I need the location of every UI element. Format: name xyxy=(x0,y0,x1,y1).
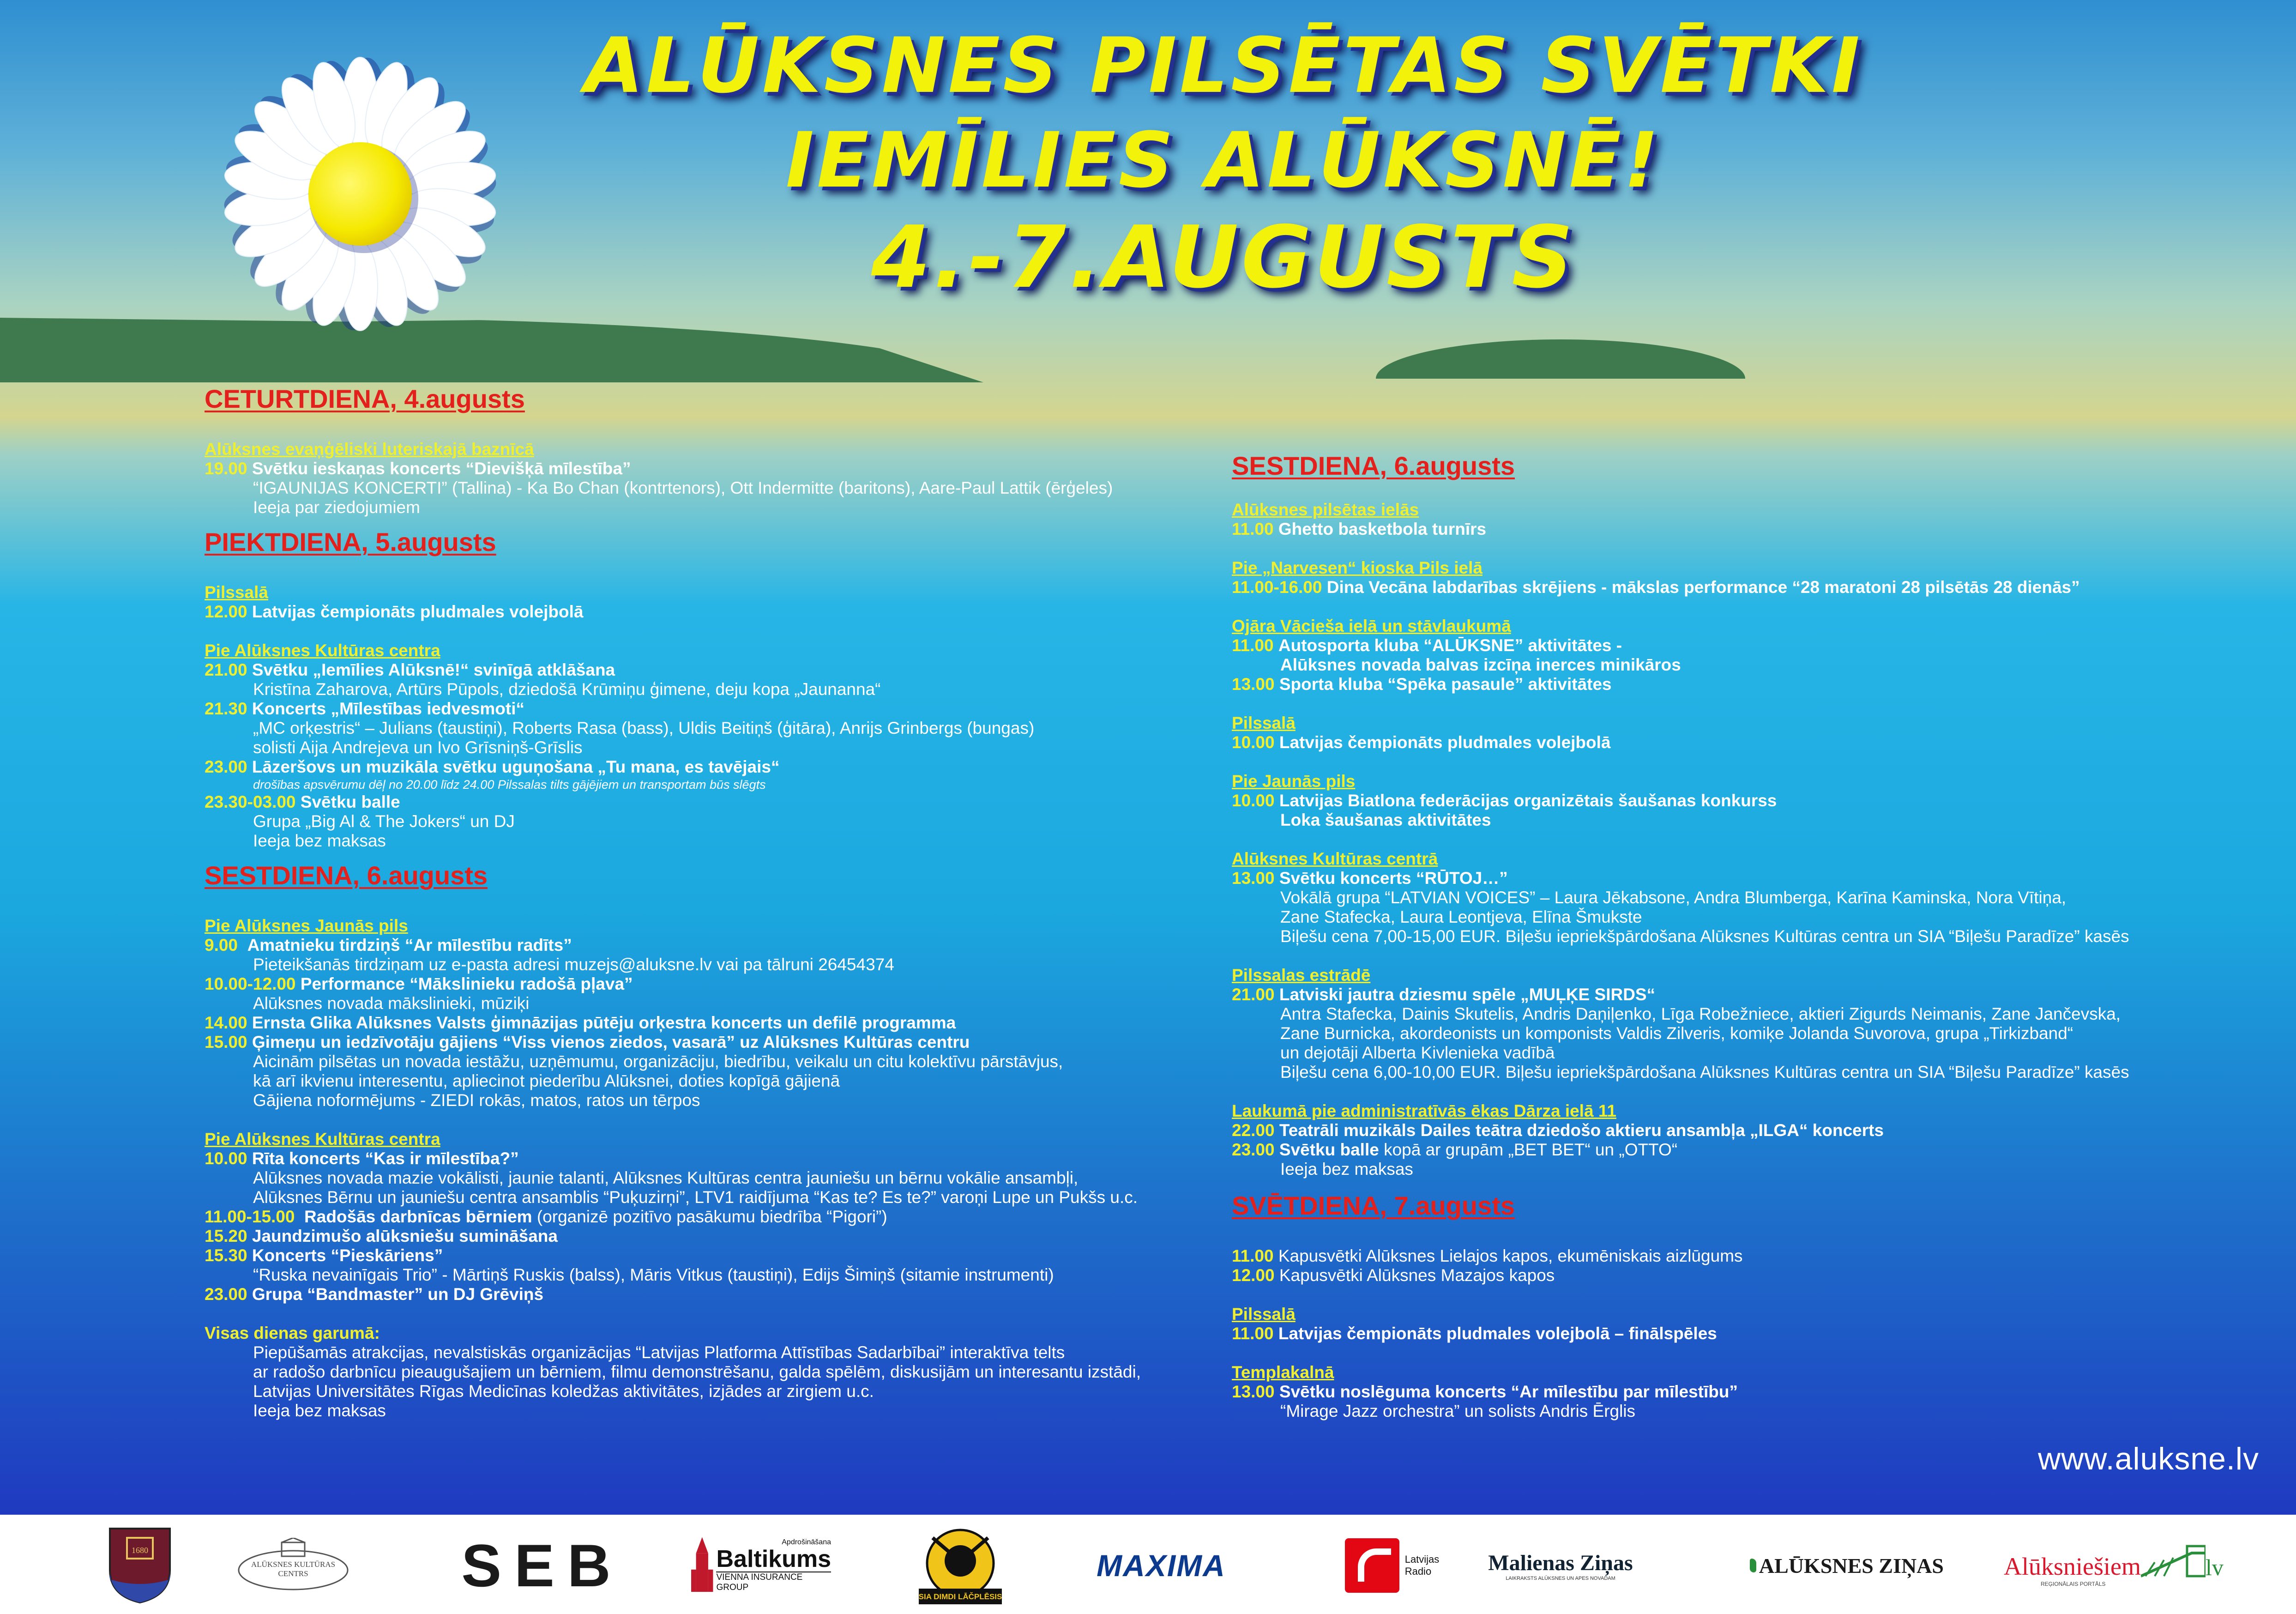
location-heading: Alūksnes Kultūras centrā xyxy=(1232,849,1438,868)
event-time: 11.00 xyxy=(1232,520,1274,538)
title-line-1: ALŪKSNES PILSĒTAS SVĒTKI xyxy=(584,21,1863,110)
event-title: Jaundzimušo alūksniešu sumināšana xyxy=(252,1227,558,1245)
event-detail: Biļešu cena 6,00-10,00 EUR. Biļešu iepriekšpārdošana Alūksnes Kultūras centra un SIA “Biļešu Paradīze” kasēs xyxy=(1280,1063,2129,1082)
event-detail: Gājiena noformējums - ZIEDI rokās, matos, ratos un tērpos xyxy=(253,1091,700,1110)
event-title: Ghetto basketbola turnīrs xyxy=(1278,520,1487,538)
event-note: kopā ar grupām „BET BET“ un „OTTO“ xyxy=(1379,1140,1678,1159)
event-title: Svētku balle xyxy=(1279,1140,1379,1159)
latvijas-radio-logo xyxy=(1332,1529,1452,1602)
event-line xyxy=(1232,1246,2271,1266)
event-line xyxy=(205,792,1220,812)
event-title: Grupa “Bandmaster” un DJ Grēviņš xyxy=(252,1285,544,1304)
event-title: Latviski jautra dziesmu spēle „MUĻĶE SIRDS“ xyxy=(1279,985,1656,1004)
event-time: 22.00 xyxy=(1232,1121,1275,1140)
event-time: 23.00 xyxy=(205,1285,247,1304)
location-heading: Alūksnes evaņģēliski luteriskajā baznīcā xyxy=(205,440,534,459)
lacplesis-text: SIA DIMDI LĀČPLĒSIS xyxy=(918,1592,1002,1601)
coat-of-arms-icon xyxy=(108,1526,172,1605)
event-time: 11.00-16.00 xyxy=(1232,578,1322,597)
event-detail: Ieeja bez maksas xyxy=(253,1401,386,1420)
website-link[interactable]: www.aluksne.lv xyxy=(2038,1441,2259,1476)
event-time: 13.00 xyxy=(1232,675,1275,694)
location-heading: Pie Alūksnes Jaunās pils xyxy=(205,916,408,935)
event-detail: Zane Stafecka, Laura Leontjeva, Elīna Šmukste xyxy=(1280,907,1642,926)
event-line xyxy=(205,1207,1220,1227)
event-time: 21.00 xyxy=(205,660,247,679)
event-line xyxy=(205,1246,1220,1265)
event-detail: Ieeja bez maksas xyxy=(253,831,386,850)
day-heading-sunday: SVĒTDIENA, 7.augusts xyxy=(1232,1191,1515,1220)
malienas-text: Malienas Ziņas xyxy=(1488,1550,1633,1575)
location-heading: Alūksnes pilsētas ielās xyxy=(1232,500,1419,519)
aluksnes-zinas-text: ALŪKSNES ZIŅAS xyxy=(1759,1554,1944,1578)
event-line xyxy=(1232,733,2271,752)
event-line xyxy=(1232,578,2271,597)
lacplesis-logo xyxy=(907,1529,1013,1602)
event-time: 19.00 xyxy=(205,459,247,478)
maxima-text: MAXIMA xyxy=(1097,1548,1226,1583)
event-line xyxy=(1232,1121,2271,1140)
malienas-zinas-logo xyxy=(1484,1529,1637,1602)
event-detail: kā arī ikvienu interesentu, apliecinot piederību Alūksnei, doties kopīgā gājienā xyxy=(253,1071,840,1090)
event-time: 23.00 xyxy=(205,757,247,776)
event-detail: Zane Burnicka, akordeonists un komponists Valdis Zilveris, komiķe Jolanda Suvorova, grupa „Tirkizband“ xyxy=(1280,1024,2073,1043)
event-detail: Alūksnes novada mazie vokālisti, jaunie talanti, Alūksnes Kultūras centra jauniešu un bērnu vokālie ansambļi, xyxy=(253,1168,1079,1187)
event-title: Kapusvētki Alūksnes Lielajos kapos, ekumēniskais aizlūgums xyxy=(1278,1246,1743,1265)
aluksnes-zinas-logo xyxy=(1750,1529,1944,1602)
day-heading-thursday: CETURTDIENA, 4.augusts xyxy=(205,384,525,413)
aluksniesiem-logo xyxy=(2004,1529,2253,1602)
sponsor-footer xyxy=(0,1515,2296,1614)
event-line xyxy=(205,660,1220,680)
event-title: Performance “Mākslinieku radošā pļava” xyxy=(300,974,633,993)
event-time: 21.30 xyxy=(205,699,247,718)
event-detail: “Ruska nevainīgais Trio” - Mārtiņš Ruskis (balss), Māris Vitkus (taustiņi), Edijs Šimiņš (sitamie instrumenti) xyxy=(253,1265,1054,1284)
tower-icon xyxy=(688,1533,716,1598)
location-heading: Templakalnā xyxy=(1232,1363,1334,1382)
map-icon xyxy=(1750,1559,1756,1572)
event-detail: Antra Stafecka, Dainis Skutelis, Andris Daņiļenko, Līga Robežniece, aktieri Zigurds Neimanis, Zane Jančevska, xyxy=(1280,1004,2121,1023)
event-line xyxy=(1232,1324,2271,1343)
event-detail: Alūksnes novada balvas izcīņa inerces minikāros xyxy=(1280,655,1681,674)
event-detail: Piepūšamās atrakcijas, nevalstiskās organizācijas “Latvijas Platforma Attīstības Sadarbībai” interaktīva telts xyxy=(253,1343,1065,1362)
baltikums-sub: VIENNA INSURANCE GROUP xyxy=(716,1572,831,1593)
location-heading: Pilssalā xyxy=(1232,713,1296,732)
location-heading: Laukumā pie administratīvās ēkas Dārza ielā 11 xyxy=(1232,1101,1616,1120)
maxima-logo xyxy=(1087,1529,1235,1602)
event-title: Svētku ieskaņas koncerts “Dievišķā mīlestība” xyxy=(252,459,631,478)
event-detail: Pieteikšanās tirdziņam uz e-pasta adresi muzejs@aluksne.lv vai pa tālruni 26454374 xyxy=(253,955,894,974)
event-title: Dina Vecāna labdarības skrējiens - mākslas performance “28 maratoni 28 pilsētās 28 dienās” xyxy=(1326,578,2080,597)
event-detail: Alūksnes novada mākslinieki, mūziķi xyxy=(253,994,530,1013)
coat-year: 1680 xyxy=(132,1546,148,1555)
event-title: Ģimeņu un iedzīvotāju gājiens “Viss vienos ziedos, vasarā” uz Alūksnes Kultūras centru xyxy=(252,1033,970,1052)
baltikums-logo xyxy=(688,1529,831,1602)
event-title: Svētku noslēguma koncerts “Ar mīlestību par mīlestību” xyxy=(1279,1382,1738,1401)
location-heading: Pie „Narvesen“ kioska Pils ielā xyxy=(1232,558,1482,577)
event-time: 10.00-12.00 xyxy=(205,974,296,993)
event-detail: Alūksnes Bērnu un jauniešu centra ansamblis “Puķuzirņi”, LTV1 raidījuma “Kas te? Es te?” varoņi Lupe un Pukšs u.c. xyxy=(253,1188,1138,1207)
location-heading: Pilssalas estrādē xyxy=(1232,966,1371,985)
radio-line-2: Radio xyxy=(1404,1566,1432,1577)
event-time: 10.00 xyxy=(1232,733,1275,752)
malienas-sub: LAIKRAKSTS ALŪKSNES UN APES NOVADAM xyxy=(1506,1575,1615,1581)
event-time: 13.00 xyxy=(1232,869,1275,888)
location-heading: Ojāra Vācieša ielā un stāvlaukumā xyxy=(1232,617,1511,635)
event-time: 14.00 xyxy=(205,1013,247,1032)
seb-text: SEB xyxy=(461,1532,624,1599)
event-title: Autosporta kluba “ALŪKSNE” aktivitātes - xyxy=(1278,636,1622,655)
event-time: 15.20 xyxy=(205,1227,247,1245)
event-detail: solisti Aija Andrejeva un Ivo Grīsniņš-Grīslis xyxy=(253,738,583,757)
event-title: Svētku balle xyxy=(300,792,400,811)
event-line xyxy=(205,1013,1220,1033)
event-detail: “IGAUNIJAS KONCERTI” (Tallina) - Ka Bo Chan (kontrtenors), Ott Indermitte (baritons), Aare-Paul Lattik (ērģeles) xyxy=(253,478,1113,497)
event-line xyxy=(205,936,1220,955)
kc-line-2: CENTRS xyxy=(278,1569,308,1578)
event-time: 10.00 xyxy=(205,1149,247,1168)
event-line xyxy=(1232,869,2271,888)
event-time: 11.00 xyxy=(1232,1324,1274,1343)
bridge-icon xyxy=(2141,1544,2206,1581)
event-time: 15.30 xyxy=(205,1246,247,1265)
aluksnes-kulturas-centrs-logo xyxy=(233,1529,353,1602)
event-time: 11.00 xyxy=(1232,1246,1274,1265)
schedule-right-column xyxy=(1232,451,2271,1421)
event-title: Latvijas čempionāts pludmales volejbolā xyxy=(252,602,584,621)
event-detail: Grupa „Big Al & The Jokers“ un DJ xyxy=(253,812,515,831)
event-title: Kapusvētki Alūksnes Mazajos kapos xyxy=(1279,1266,1555,1285)
schedule-left-column xyxy=(205,384,1220,1421)
event-time: 9.00 xyxy=(205,936,238,955)
location-heading: Pilssalā xyxy=(1232,1305,1296,1324)
event-title: Koncerts „Mīlestības iedvesmoti“ xyxy=(252,699,524,718)
event-title: Amatnieku tirdziņš “Ar mīlestību radīts” xyxy=(247,936,572,955)
event-time: 12.00 xyxy=(1232,1266,1275,1285)
location-heading: Pie Alūksnes Kultūras centra xyxy=(205,641,440,660)
radio-icon xyxy=(1345,1538,1399,1593)
location-heading: Pie Alūksnes Kultūras centra xyxy=(205,1130,440,1149)
event-detail: Vokālā grupa “LATVIAN VOICES” – Laura Jēkabsone, Andra Blumberga, Karīna Kaminska, Nora Vītiņa, xyxy=(1280,888,2067,907)
event-line xyxy=(1232,636,2271,655)
seb-logo xyxy=(461,1529,624,1602)
event-time: 21.00 xyxy=(1232,985,1275,1004)
event-detail: drošības apsvērumu dēļ no 20.00 līdz 24.00 Pilssalas tilts gājējiem un transportam būs slēgts xyxy=(253,778,766,792)
poster-title xyxy=(577,18,1870,307)
event-title: Teatrāli muzikāls Dailes teātra dziedošo aktieru ansambļa „ILGA“ koncerts xyxy=(1279,1121,1884,1140)
event-line xyxy=(205,974,1220,994)
event-line xyxy=(1232,1266,2271,1285)
daisy-sun-icon xyxy=(212,46,508,342)
day-heading-friday: PIEKTDIENA, 5.augusts xyxy=(205,527,496,556)
event-line xyxy=(1232,1382,2271,1402)
event-line xyxy=(1232,520,2271,539)
event-line xyxy=(205,1149,1220,1168)
baltikums-tagline: Apdrošināšana xyxy=(782,1538,831,1546)
event-title: Koncerts “Pieskāriens” xyxy=(252,1246,443,1265)
event-detail: Loka šaušanas aktivitātes xyxy=(1280,810,1491,829)
island-right xyxy=(1376,339,1745,379)
event-line xyxy=(205,757,1220,777)
event-title: Latvijas čempionāts pludmales volejbolā – finālspēles xyxy=(1278,1324,1717,1343)
event-time: 15.00 xyxy=(205,1033,247,1052)
day-heading-saturday: SESTDIENA, 6.augusts xyxy=(1232,451,1515,480)
event-title: Latvijas čempionāts pludmales volejbolā xyxy=(1279,733,1611,752)
event-time: 11.00-15.00 xyxy=(205,1207,295,1226)
event-title: Svētku koncerts “RŪTOJ…” xyxy=(1279,869,1508,888)
event-detail: “Mirage Jazz orchestra” un solists Andris Ērglis xyxy=(1280,1402,1636,1421)
event-line xyxy=(205,459,1220,478)
event-detail: Biļešu cena 7,00-15,00 EUR. Biļešu iepriekšpārdošana Alūksnes Kultūras centra un SIA “Biļešu Paradīze” kasēs xyxy=(1280,927,2129,946)
event-time: 23.00 xyxy=(1232,1140,1275,1159)
event-detail: Ieeja bez maksas xyxy=(1280,1160,1413,1179)
day-heading-saturday: SESTDIENA, 6.augusts xyxy=(205,861,488,890)
kc-line-1: ALŪKSNES KULTŪRAS xyxy=(251,1560,336,1569)
event-title: Ernsta Glika Alūksnes Valsts ģimnāzijas pūtēju orķestra koncerts un defilē programma xyxy=(252,1013,956,1032)
event-line xyxy=(205,699,1220,719)
event-title: Lāzeršovs un muzikāla svētku uguņošana „Tu mana, es tavējais“ xyxy=(252,757,780,776)
location-heading: Visas dienas garumā: xyxy=(205,1324,380,1342)
event-detail: Aicinām pilsētas un novada iestāžu, uzņēmumu, organizāciju, biedrību, veikalu un citu kolektīvu pārstāvjus, xyxy=(253,1052,1063,1071)
title-line-3: 4.-7.AUGUSTS xyxy=(871,207,1576,307)
event-time: 13.00 xyxy=(1232,1382,1275,1401)
event-title: Svētku „Iemīlies Alūksnē!“ svinīgā atklāšana xyxy=(252,660,615,679)
event-line xyxy=(205,1227,1220,1246)
event-line xyxy=(1232,1140,2271,1160)
event-time: 11.00 xyxy=(1232,636,1274,655)
title-line-2: IEMĪLIES ALŪKSNĒ! xyxy=(785,116,1662,205)
event-title: Sporta kluba “Spēka pasaule” aktivitātes xyxy=(1279,675,1612,694)
event-title: Radošās darbnīcas bērniem xyxy=(304,1207,532,1226)
location-heading: Pie Jaunās pils xyxy=(1232,772,1356,791)
event-time: 23.30-03.00 xyxy=(205,792,296,811)
event-line xyxy=(205,1033,1220,1052)
event-line xyxy=(205,602,1220,622)
event-time: 12.00 xyxy=(205,602,247,621)
aluksniesiem-sub: REĢIONĀLAIS PORTĀLS xyxy=(2041,1581,2106,1587)
event-title: Rīta koncerts “Kas ir mīlestība?” xyxy=(252,1149,519,1168)
aluksniesiem-lv: lv xyxy=(2205,1554,2224,1580)
event-detail: un dejotāji Alberta Kivlenieka vadībā xyxy=(1280,1043,1555,1062)
radio-line-1: Latvijas xyxy=(1404,1554,1440,1565)
event-detail: Latvijas Universitātes Rīgas Medicīnas koledžas aktivitātes, izjādes ar zirgiem u.c. xyxy=(253,1382,874,1401)
event-detail: Kristīna Zaharova, Artūrs Pūpols, dziedošā Krūmiņu ģimene, deju kopa „Jaunanna“ xyxy=(253,680,881,699)
aluksne-coat-of-arms-logo xyxy=(105,1529,175,1602)
event-line xyxy=(1232,791,2271,810)
event-line xyxy=(1232,675,2271,694)
event-title: Latvijas Biatlona federācijas organizētais šaušanas konkurss xyxy=(1279,791,1777,810)
baltikums-name: Baltikums xyxy=(716,1546,831,1572)
event-line xyxy=(1232,985,2271,1004)
event-detail: „MC orķestris“ – Julians (taustiņi), Roberts Rasa (bass), Uldis Beitiņš (ģitāra), Anrijs Grinbergs (bungas) xyxy=(253,719,1035,737)
event-detail: ar radošo darbnīcu pieaugušajiem un bērniem, filmu demonstrēšanu, galda spēlēm, diskusijām un interesantu izstādi, xyxy=(253,1362,1141,1381)
location-heading: Pilssalā xyxy=(205,583,268,602)
event-detail: Ieeja par ziedojumiem xyxy=(253,498,420,517)
event-line xyxy=(205,1285,1220,1304)
event-note: (organizē pozitīvo pasākumu biedrība “Pigori”) xyxy=(532,1207,887,1226)
aluksniesiem-text: Alūksniešiem xyxy=(2004,1553,2141,1580)
event-time: 10.00 xyxy=(1232,791,1275,810)
lacplesis-emblem-icon xyxy=(914,1524,1006,1607)
